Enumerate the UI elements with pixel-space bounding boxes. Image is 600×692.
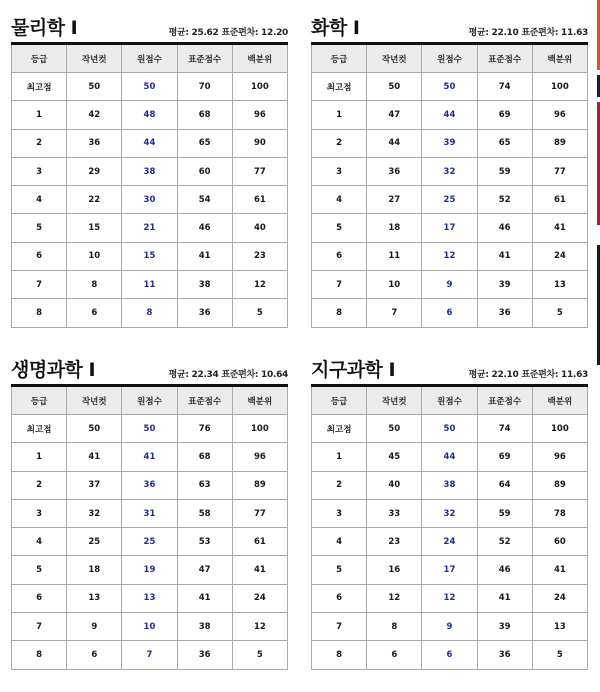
- cell-percentile: 100: [532, 415, 587, 443]
- cell-standard-score: 74: [477, 73, 532, 101]
- cell-percentile: 77: [232, 157, 287, 185]
- cell-last-year-cut: 32: [67, 499, 122, 527]
- panel-title: 물리학 Ⅰ: [11, 17, 78, 39]
- cell-standard-score: 68: [177, 101, 232, 129]
- cell-percentile: 5: [232, 299, 287, 327]
- cell-percentile: 89: [532, 129, 587, 157]
- cell-grade: 6: [12, 242, 67, 270]
- cell-last-year-cut: 12: [367, 584, 422, 612]
- cell-grade: 4: [312, 528, 367, 556]
- cell-standard-score: 38: [177, 271, 232, 299]
- cell-percentile: 89: [232, 471, 287, 499]
- cell-standard-score: 47: [177, 556, 232, 584]
- cell-last-year-cut: 16: [367, 556, 422, 584]
- cell-grade: 3: [312, 499, 367, 527]
- cell-grade: 7: [12, 271, 67, 299]
- cell-last-year-cut: 29: [67, 157, 122, 185]
- cell-percentile: 5: [532, 641, 587, 669]
- cell-raw-score: 12: [422, 584, 477, 612]
- cell-percentile: 61: [232, 528, 287, 556]
- cell-last-year-cut: 8: [367, 613, 422, 641]
- grade-table: [311, 384, 588, 670]
- cell-standard-score: 69: [477, 443, 532, 471]
- table-row: [312, 499, 588, 527]
- cell-percentile: 96: [532, 101, 587, 129]
- table-row: [12, 499, 288, 527]
- cell-grade: 4: [12, 186, 67, 214]
- cell-standard-score: 60: [177, 157, 232, 185]
- cell-last-year-cut: 22: [67, 186, 122, 214]
- header-row: [312, 386, 588, 415]
- cell-grade: 5: [312, 556, 367, 584]
- cell-grade: 3: [312, 157, 367, 185]
- cell-raw-score: 48: [122, 101, 177, 129]
- cell-grade: 2: [312, 471, 367, 499]
- column-header-last-year-cut: 작년컷: [367, 386, 422, 415]
- table-row: [12, 186, 288, 214]
- cell-last-year-cut: 44: [367, 129, 422, 157]
- table-row: [312, 129, 588, 157]
- cell-percentile: 24: [532, 584, 587, 612]
- cell-raw-score: 50: [422, 73, 477, 101]
- panel-stats: 평균: 25.62 표준편차: 12.20: [168, 28, 288, 38]
- cell-raw-score: 44: [422, 101, 477, 129]
- column-header-grade: 등급: [312, 386, 367, 415]
- cell-standard-score: 70: [177, 73, 232, 101]
- panel-physics: [11, 12, 288, 328]
- cell-standard-score: 52: [477, 528, 532, 556]
- cell-last-year-cut: 18: [67, 556, 122, 584]
- column-header-standard-score: 표준점수: [177, 386, 232, 415]
- cell-standard-score: 38: [177, 613, 232, 641]
- cell-last-year-cut: 50: [367, 73, 422, 101]
- table-row: [12, 101, 288, 129]
- cell-grade: 1: [312, 443, 367, 471]
- cell-raw-score: 32: [422, 499, 477, 527]
- table-row: [312, 186, 588, 214]
- cell-raw-score: 21: [122, 214, 177, 242]
- cell-percentile: 24: [232, 584, 287, 612]
- cell-grade: 4: [312, 186, 367, 214]
- cell-grade: 1: [12, 101, 67, 129]
- cell-raw-score: 11: [122, 271, 177, 299]
- cell-standard-score: 52: [477, 186, 532, 214]
- column-header-standard-score: 표준점수: [177, 44, 232, 73]
- cell-standard-score: 46: [477, 556, 532, 584]
- panel-header: [11, 12, 288, 42]
- cell-standard-score: 39: [477, 613, 532, 641]
- cell-last-year-cut: 33: [367, 499, 422, 527]
- cell-grade: 8: [12, 299, 67, 327]
- cell-raw-score: 39: [422, 129, 477, 157]
- column-header-last-year-cut: 작년컷: [67, 44, 122, 73]
- cell-grade: 7: [312, 613, 367, 641]
- panel-stats: 평균: 22.10 표준편차: 11.63: [468, 28, 588, 38]
- table-row: [312, 271, 588, 299]
- cell-grade: 최고점: [12, 415, 67, 443]
- cell-standard-score: 46: [477, 214, 532, 242]
- cell-raw-score: 9: [422, 613, 477, 641]
- cell-raw-score: 30: [122, 186, 177, 214]
- cell-grade: 2: [12, 129, 67, 157]
- grade-table: [311, 42, 588, 328]
- panel-title: 생명과학 Ⅰ: [11, 359, 96, 381]
- cell-percentile: 24: [532, 242, 587, 270]
- cell-raw-score: 41: [122, 443, 177, 471]
- grade-table: [11, 384, 288, 670]
- cell-raw-score: 24: [422, 528, 477, 556]
- table-row: [12, 556, 288, 584]
- cell-grade: 6: [312, 242, 367, 270]
- table-row: [312, 415, 588, 443]
- column-header-percentile: 백분위: [232, 386, 287, 415]
- cell-standard-score: 74: [477, 415, 532, 443]
- cell-last-year-cut: 36: [367, 157, 422, 185]
- cell-standard-score: 54: [177, 186, 232, 214]
- column-header-raw-score: 원점수: [422, 386, 477, 415]
- table-row: [312, 214, 588, 242]
- table-row: [12, 641, 288, 669]
- cell-percentile: 13: [532, 613, 587, 641]
- cell-last-year-cut: 11: [367, 242, 422, 270]
- cell-grade: 최고점: [312, 73, 367, 101]
- cell-percentile: 78: [532, 499, 587, 527]
- cell-last-year-cut: 42: [67, 101, 122, 129]
- panel-header: [311, 12, 588, 42]
- cell-last-year-cut: 6: [367, 641, 422, 669]
- column-header-standard-score: 표준점수: [477, 44, 532, 73]
- cell-percentile: 96: [232, 443, 287, 471]
- cell-standard-score: 36: [477, 299, 532, 327]
- cell-last-year-cut: 15: [67, 214, 122, 242]
- cell-standard-score: 41: [477, 584, 532, 612]
- cell-grade: 최고점: [12, 73, 67, 101]
- cell-grade: 2: [12, 471, 67, 499]
- cell-last-year-cut: 8: [67, 271, 122, 299]
- table-row: [12, 157, 288, 185]
- cell-grade: 8: [312, 299, 367, 327]
- cell-percentile: 96: [532, 443, 587, 471]
- cell-standard-score: 63: [177, 471, 232, 499]
- table-row: [12, 271, 288, 299]
- cell-standard-score: 64: [477, 471, 532, 499]
- cell-raw-score: 9: [422, 271, 477, 299]
- cell-standard-score: 65: [177, 129, 232, 157]
- table-row: [12, 471, 288, 499]
- table-row: [12, 584, 288, 612]
- cell-last-year-cut: 27: [367, 186, 422, 214]
- cell-standard-score: 41: [177, 584, 232, 612]
- cell-grade: 8: [312, 641, 367, 669]
- cell-grade: 5: [312, 214, 367, 242]
- cell-raw-score: 6: [422, 641, 477, 669]
- column-header-raw-score: 원점수: [122, 386, 177, 415]
- table-row: [312, 299, 588, 327]
- cell-raw-score: 32: [422, 157, 477, 185]
- panel-title: 화학 Ⅰ: [311, 17, 360, 39]
- table-row: [312, 528, 588, 556]
- column-header-percentile: 백분위: [532, 386, 587, 415]
- cell-last-year-cut: 50: [67, 73, 122, 101]
- cell-raw-score: 25: [422, 186, 477, 214]
- column-header-percentile: 백분위: [532, 44, 587, 73]
- cell-raw-score: 50: [122, 415, 177, 443]
- cell-percentile: 96: [232, 101, 287, 129]
- table-row: [12, 613, 288, 641]
- cell-last-year-cut: 25: [67, 528, 122, 556]
- panel-life-science: [11, 354, 288, 670]
- cell-raw-score: 8: [122, 299, 177, 327]
- cell-percentile: 77: [532, 157, 587, 185]
- cell-grade: 2: [312, 129, 367, 157]
- table-row: [312, 641, 588, 669]
- table-row: [12, 242, 288, 270]
- cell-last-year-cut: 9: [67, 613, 122, 641]
- header-row: [12, 44, 288, 73]
- cell-percentile: 77: [232, 499, 287, 527]
- cell-percentile: 89: [532, 471, 587, 499]
- cell-raw-score: 44: [122, 129, 177, 157]
- cell-standard-score: 41: [477, 242, 532, 270]
- column-header-standard-score: 표준점수: [477, 386, 532, 415]
- cell-raw-score: 31: [122, 499, 177, 527]
- cell-raw-score: 36: [122, 471, 177, 499]
- cell-percentile: 100: [232, 415, 287, 443]
- cell-grade: 3: [12, 499, 67, 527]
- panel-chemistry: [311, 12, 588, 328]
- cell-standard-score: 36: [177, 641, 232, 669]
- cell-standard-score: 46: [177, 214, 232, 242]
- cell-standard-score: 41: [177, 242, 232, 270]
- panel-stats: 평균: 22.34 표준편차: 10.64: [168, 370, 288, 380]
- cell-percentile: 40: [232, 214, 287, 242]
- cell-standard-score: 58: [177, 499, 232, 527]
- cell-last-year-cut: 45: [367, 443, 422, 471]
- table-row: [312, 101, 588, 129]
- header-row: [312, 44, 588, 73]
- cell-standard-score: 36: [477, 641, 532, 669]
- table-row: [312, 556, 588, 584]
- grade-table: [11, 42, 288, 328]
- cell-standard-score: 59: [477, 157, 532, 185]
- panel-title: 지구과학 Ⅰ: [311, 359, 396, 381]
- cell-percentile: 41: [532, 214, 587, 242]
- column-header-grade: 등급: [12, 386, 67, 415]
- cell-last-year-cut: 36: [67, 129, 122, 157]
- cell-grade: 6: [312, 584, 367, 612]
- cell-standard-score: 36: [177, 299, 232, 327]
- cell-raw-score: 38: [422, 471, 477, 499]
- cell-raw-score: 6: [422, 299, 477, 327]
- cell-raw-score: 25: [122, 528, 177, 556]
- table-row: [312, 613, 588, 641]
- table-row: [312, 157, 588, 185]
- cell-grade: 최고점: [312, 415, 367, 443]
- panel-header: [11, 354, 288, 384]
- cell-last-year-cut: 37: [67, 471, 122, 499]
- cell-grade: 4: [12, 528, 67, 556]
- cell-raw-score: 38: [122, 157, 177, 185]
- cell-standard-score: 65: [477, 129, 532, 157]
- column-header-percentile: 백분위: [232, 44, 287, 73]
- cell-last-year-cut: 50: [367, 415, 422, 443]
- cell-percentile: 61: [232, 186, 287, 214]
- cell-standard-score: 76: [177, 415, 232, 443]
- cell-grade: 5: [12, 214, 67, 242]
- cell-grade: 1: [12, 443, 67, 471]
- cell-raw-score: 12: [422, 242, 477, 270]
- column-header-grade: 등급: [312, 44, 367, 73]
- cell-percentile: 60: [532, 528, 587, 556]
- table-row: [12, 528, 288, 556]
- cell-percentile: 41: [532, 556, 587, 584]
- cell-standard-score: 39: [477, 271, 532, 299]
- cell-last-year-cut: 10: [67, 242, 122, 270]
- cell-grade: 1: [312, 101, 367, 129]
- table-row: [312, 73, 588, 101]
- cell-raw-score: 17: [422, 556, 477, 584]
- cell-percentile: 23: [232, 242, 287, 270]
- table-row: [12, 129, 288, 157]
- table-row: [12, 299, 288, 327]
- cell-last-year-cut: 13: [67, 584, 122, 612]
- cell-last-year-cut: 6: [67, 641, 122, 669]
- cell-last-year-cut: 10: [367, 271, 422, 299]
- cell-raw-score: 13: [122, 584, 177, 612]
- panel-header: [311, 354, 588, 384]
- cell-grade: 7: [312, 271, 367, 299]
- table-row: [12, 214, 288, 242]
- column-header-last-year-cut: 작년컷: [367, 44, 422, 73]
- cell-percentile: 5: [532, 299, 587, 327]
- cell-last-year-cut: 41: [67, 443, 122, 471]
- cell-last-year-cut: 40: [367, 471, 422, 499]
- table-row: [12, 415, 288, 443]
- header-row: [12, 386, 288, 415]
- cell-raw-score: 10: [122, 613, 177, 641]
- cell-percentile: 12: [232, 271, 287, 299]
- cell-standard-score: 68: [177, 443, 232, 471]
- cell-standard-score: 69: [477, 101, 532, 129]
- cell-raw-score: 50: [122, 73, 177, 101]
- table-row: [312, 471, 588, 499]
- cell-standard-score: 53: [177, 528, 232, 556]
- cell-standard-score: 59: [477, 499, 532, 527]
- cell-raw-score: 50: [422, 415, 477, 443]
- cell-last-year-cut: 18: [367, 214, 422, 242]
- cell-last-year-cut: 6: [67, 299, 122, 327]
- table-row: [12, 73, 288, 101]
- cell-grade: 6: [12, 584, 67, 612]
- table-row: [12, 443, 288, 471]
- cell-percentile: 41: [232, 556, 287, 584]
- cell-last-year-cut: 23: [367, 528, 422, 556]
- cell-percentile: 5: [232, 641, 287, 669]
- cell-raw-score: 17: [422, 214, 477, 242]
- column-header-grade: 등급: [12, 44, 67, 73]
- panel-earth-science: [311, 354, 588, 670]
- cell-raw-score: 15: [122, 242, 177, 270]
- cell-raw-score: 44: [422, 443, 477, 471]
- table-row: [312, 584, 588, 612]
- panel-stats: 평균: 22.10 표준편차: 11.63: [468, 370, 588, 380]
- cell-raw-score: 7: [122, 641, 177, 669]
- cell-percentile: 61: [532, 186, 587, 214]
- cell-raw-score: 19: [122, 556, 177, 584]
- cell-percentile: 90: [232, 129, 287, 157]
- cell-percentile: 13: [532, 271, 587, 299]
- cell-grade: 8: [12, 641, 67, 669]
- table-row: [312, 242, 588, 270]
- column-header-last-year-cut: 작년컷: [67, 386, 122, 415]
- cell-grade: 7: [12, 613, 67, 641]
- cell-percentile: 100: [532, 73, 587, 101]
- cell-grade: 5: [12, 556, 67, 584]
- column-header-raw-score: 원점수: [122, 44, 177, 73]
- cell-last-year-cut: 47: [367, 101, 422, 129]
- cell-percentile: 100: [232, 73, 287, 101]
- cell-percentile: 12: [232, 613, 287, 641]
- cell-grade: 3: [12, 157, 67, 185]
- table-row: [312, 443, 588, 471]
- cell-last-year-cut: 7: [367, 299, 422, 327]
- column-header-raw-score: 원점수: [422, 44, 477, 73]
- cell-last-year-cut: 50: [67, 415, 122, 443]
